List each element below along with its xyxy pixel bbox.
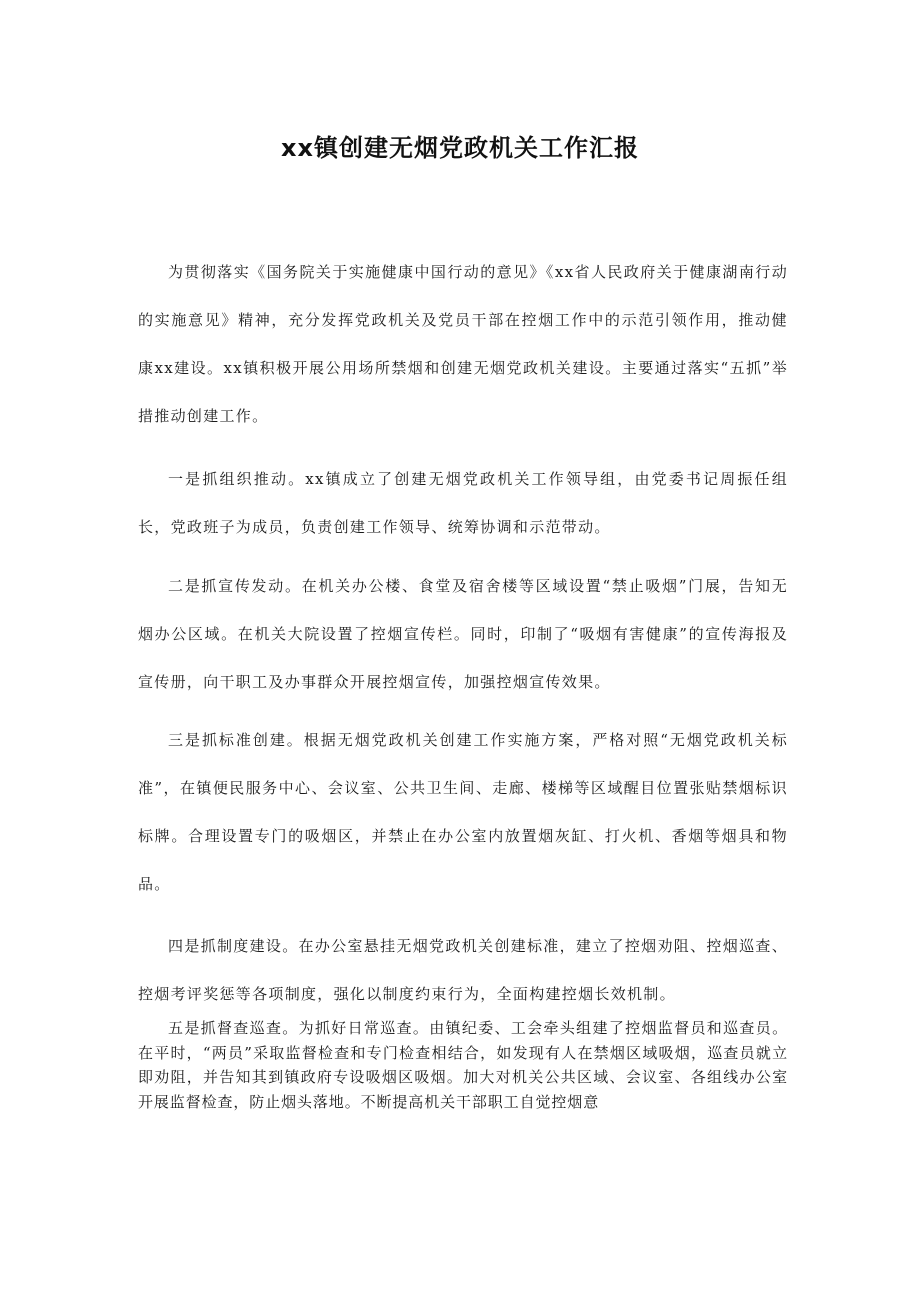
paragraph-system: 四是抓制度建设。在办公室悬挂无烟党政机关创建标准，建立了控烟劝阻、控烟巡查、控烟考评奖惩等各项制度，强化以制度约束行为，全面构建控烟长效机制。 xyxy=(138,937,788,1003)
paragraph-organization: 一是抓组织推动。xx镇成立了创建无烟党政机关工作领导组，由党委书记周振任组长，党政班子为成员，负责创建工作领导、统筹协调和示范带动。 xyxy=(138,470,788,536)
paragraph-inspection: 五是抓督查巡查。为抓好日常巡查。由镇纪委、工会牵头组建了控烟监督员和巡查员。在平时，“两员”采取监督检查和专门检查相结合，如发现有人在禁烟区域吸烟，巡查员就立即劝阻，并告知其到镇政府专设吸烟区吸烟。加大对机关公共区域、会议室、各组线办公室开展监督检查，防止烟头落地。不断提高机关干部职工自觉控烟意 xyxy=(138,1019,788,1111)
document-title: xx镇创建无烟党政机关工作汇报 xyxy=(281,134,639,162)
paragraph-intro: 为贯彻落实《国务院关于实施健康中国行动的意见》《xx省人民政府关于健康湖南行动的实施意见》精神，充分发挥党政机关及党员干部在控烟工作中的示范引领作用，推动健康xx建设。xx镇积极开展公用场所禁烟和创建无烟党政机关建设。主要通过落实“五抓”举措推动创建工作。 xyxy=(138,263,788,425)
paragraph-publicity: 二是抓宣传发动。在机关办公楼、食堂及宿舍楼等区域设置“禁止吸烟”门展，告知无烟办公区域。在机关大院设置了控烟宣传栏。同时，印制了“吸烟有害健康”的宣传海报及宣传册，向干职工及办事群众开展控烟宣传，加强控烟宣传效果。 xyxy=(138,577,788,691)
paragraph-standards: 三是抓标准创建。根据无烟党政机关创建工作实施方案，严格对照“无烟党政机关标准”，在镇便民服务中心、会议室、公共卫生间、走廊、楼梯等区域醒目位置张贴禁烟标识标牌。合理设置专门的吸烟区，并禁止在办公室内放置烟灰缸、打火机、香烟等烟具和物品。 xyxy=(138,731,788,893)
